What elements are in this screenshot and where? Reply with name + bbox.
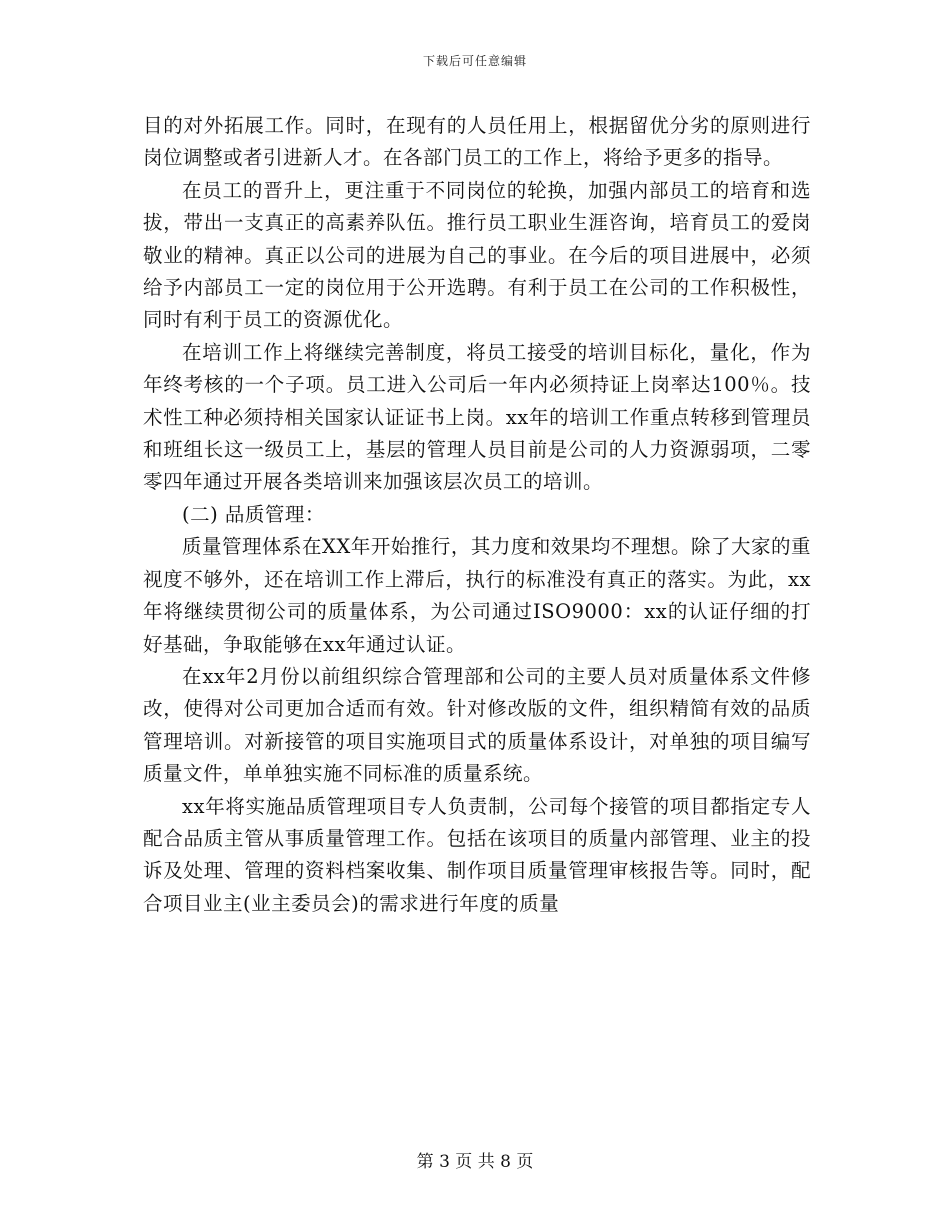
paragraph-7: xx年将实施品质管理项目专人负责制，公司每个接管的项目都指定专人配合品质主管从事质量管理工作。包括在该项目的质量内部管理、业主的投诉及处理、管理的资料档案收集、制作项目质量管理审核报告等。同时，配合项目业主(业主委员会)的需求进行年度的质量 xyxy=(143,794,811,915)
paragraph-5: 质量管理体系在XX年开始推行，其力度和效果均不理想。除了大家的重视度不够外，还在培训工作上滞后，执行的标准没有真正的落实。为此，xx年将继续贯彻公司的质量体系，为公司通过ISO9000：xx的认证仔细的打好基础，争取能够在xx年通过认证。 xyxy=(143,535,811,656)
page-header: 下载后可任意编辑 xyxy=(422,54,527,68)
paragraph-1: 目的对外拓展工作。同时，在现有的人员任用上，根据留优分劣的原则进行岗位调整或者引进新人才。在各部门员工的工作上，将给予更多的指导。 xyxy=(143,114,811,170)
section-heading-quality: (二) 品质管理： xyxy=(182,502,325,526)
paragraph-2: 在员工的晋升上，更注重于不同岗位的轮换，加强内部员工的培育和选拔，带出一支真正的高素养队伍。推行员工职业生涯咨询，培育员工的爱岗敬业的精神。真正以公司的进展为自己的事业。在今后的项目进展中，必须给予内部员工一定的岗位用于公开选聘。有利于员工在公司的工作积极性，同时有利于员工的资源优化。 xyxy=(143,178,811,332)
document-body xyxy=(143,110,811,920)
paragraph-6: 在xx年2月份以前组织综合管理部和公司的主要人员对质量体系文件修改，使得对公司更加合适而有效。针对修改版的文件，组织精简有效的品质管理培训。对新接管的项目实施项目式的质量体系设计，对单独的项目编写质量文件，单单独实施不同标准的质量系统。 xyxy=(143,664,811,786)
paragraph-3: 在培训工作上将继续完善制度，将员工接受的培训目标化，量化，作为年终考核的一个子项。员工进入公司后一年内必须持证上岗率达100％。技术性工种必须持相关国家认证证书上岗。xx年的培训工作重点转移到管理员和班组长这一级员工上，基层的管理人员目前是公司的人力资源弱项，二零零四年通过开展各类培训来加强该层次员工的培训。 xyxy=(143,340,811,494)
page-number-footer: 第 3 页 共 8 页 xyxy=(416,1152,534,1172)
